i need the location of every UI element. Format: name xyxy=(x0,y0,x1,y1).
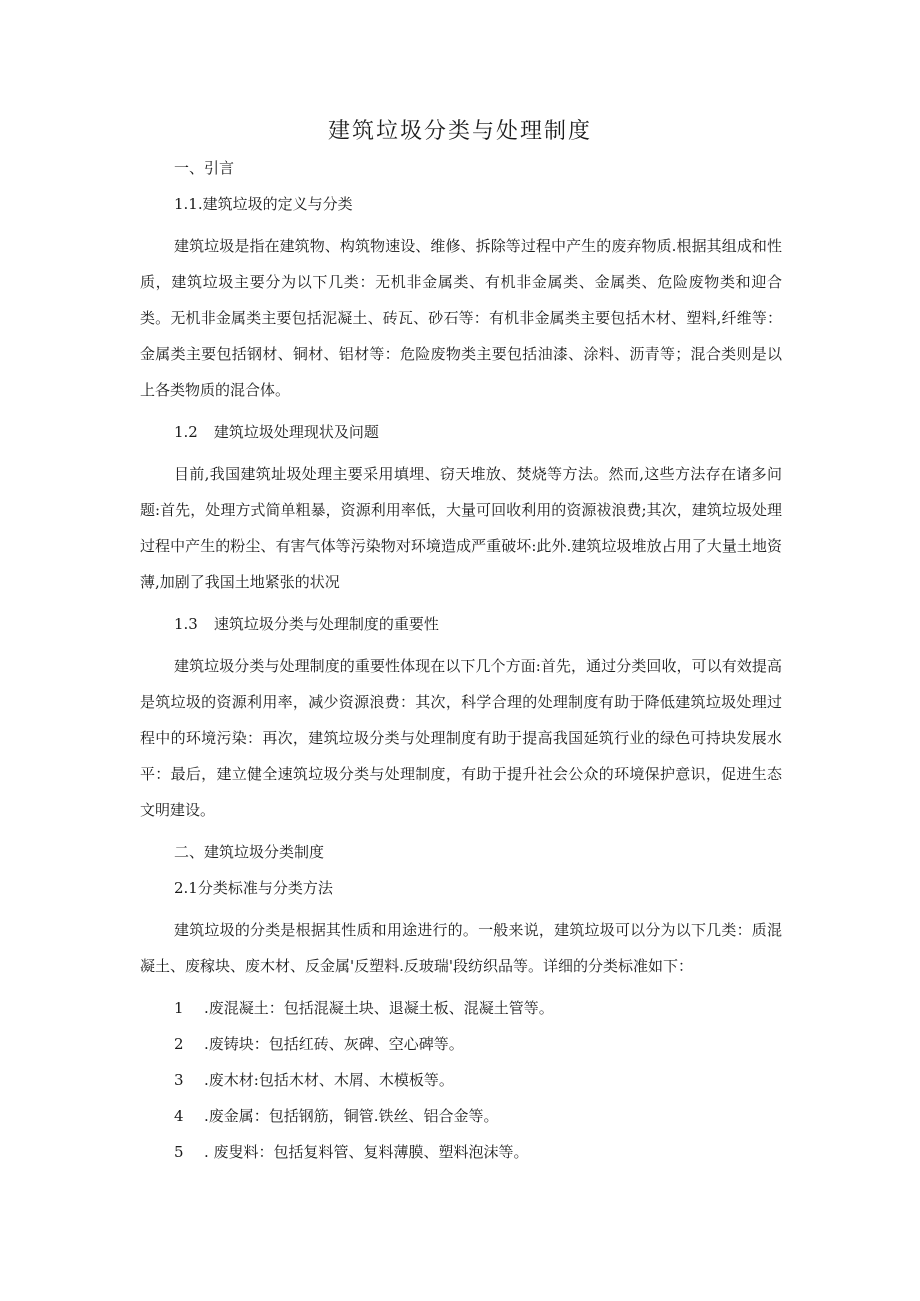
paragraph-1-2: 目前,我国建筑址圾处理主要采用填埋、窃天堆放、焚烧等方法。然而,这些方法存在诸多问题:首先，处理方式简单粗暴，资源利用率低，大量可回收利用的资源祓浪费;其次，建筑垃圾处理过程中产生的粉尘、有害气体等污染物对环境造成严重破坏:此外.建筑垃圾堆放占用了大量土地资薄,加剧了我国土地紧张的状况 xyxy=(140,465,782,591)
list-item xyxy=(140,1140,782,1164)
list-item-number: 5 xyxy=(174,1143,184,1161)
page-title: 建筑垃圾分类与处理制度 xyxy=(327,119,592,144)
heading-1-1: 1.1.建筑垃圾的定义与分类 xyxy=(174,195,353,213)
list-item xyxy=(140,996,782,1020)
heading-1-3-title: 速筑垃圾分类与处理制度的重要性 xyxy=(213,615,439,633)
list-item xyxy=(140,1104,782,1128)
list-item-number: 3 xyxy=(174,1071,184,1089)
document-body xyxy=(140,156,782,1176)
list-item-text: .废金属：包括钢筋，铜管.铁丝、铝合金等。 xyxy=(204,1107,499,1125)
paragraph-2-1: 建筑垃圾的分类是根据其性质和用途进行的。一般来说，建筑垃圾可以分为以下几类：质混凝土、废稼块、废木材、反金属'反塑料.反玻瑞'段纺织品等。详细的分类标准如下： xyxy=(140,921,782,975)
paragraph-1-1: 建筑垃圾是指在建筑物、构筑物速设、维修、拆除等过程中产生的废弃物质.根据其组成和性质，建筑垃圾主要分为以下几类：无机非金属类、有机非金属类、金属类、危险废物类和迎合类。无机非金属类主要包括泥凝土、砖瓦、砂石等：有机非金属类主要包括木材、塑料,纤维等：金属类主要包括钢材、铜材、铝材等：危险废物类主要包括油漆、涂料、沥青等；混合类则是以上各类物质的混合体。 xyxy=(140,237,782,399)
list-item-text: . 废叟料：包括复料管、复料薄膜、塑料泡沫等。 xyxy=(204,1143,529,1161)
list-item-text: .废混凝土：包括混凝土块、退凝土板、混凝土管等。 xyxy=(204,999,554,1017)
list-item xyxy=(140,1068,782,1092)
list-item-number: 1 xyxy=(174,999,184,1017)
heading-1-2-title: 建筑垃圾处理现状及问题 xyxy=(213,423,379,441)
list-item xyxy=(140,1032,782,1056)
heading-1-2-number: 1.2 xyxy=(174,423,198,441)
paragraph-1-3: 建筑垃圾分类与处理制度的重要性体现在以下几个方面:首先，通过分类回收，可以有效提高是筑垃圾的资源利用率，减少资源浪费：其次，科学合理的处理制度有助于降低建筑垃圾处理过程中的环境污染：再次，建筑垃圾分类与处理制度有助于提高我国延筑行业的绿色可持块发展水平：最后，建立健全速筑垃圾分类与处理制度，有助于提升社会公众的环境保护意识，促进生态文明建设。 xyxy=(140,657,782,819)
heading-intro: 一、引言 xyxy=(174,159,235,177)
list-item-text: .废木材:包括木材、木屑、木模板等。 xyxy=(204,1071,454,1089)
heading-2-1: 2.1分类标准与分类方法 xyxy=(174,879,333,897)
heading-1-3-number: 1.3 xyxy=(174,615,198,633)
list-item-number: 4 xyxy=(174,1107,184,1125)
heading-1-2 xyxy=(140,420,782,444)
list-item-text: .废铸块：包括红砖、灰碑、空心碑等。 xyxy=(204,1035,464,1053)
heading-2: 二、建筑垃圾分类制度 xyxy=(174,843,325,861)
heading-1-3 xyxy=(140,612,782,636)
list-item-number: 2 xyxy=(174,1035,184,1053)
